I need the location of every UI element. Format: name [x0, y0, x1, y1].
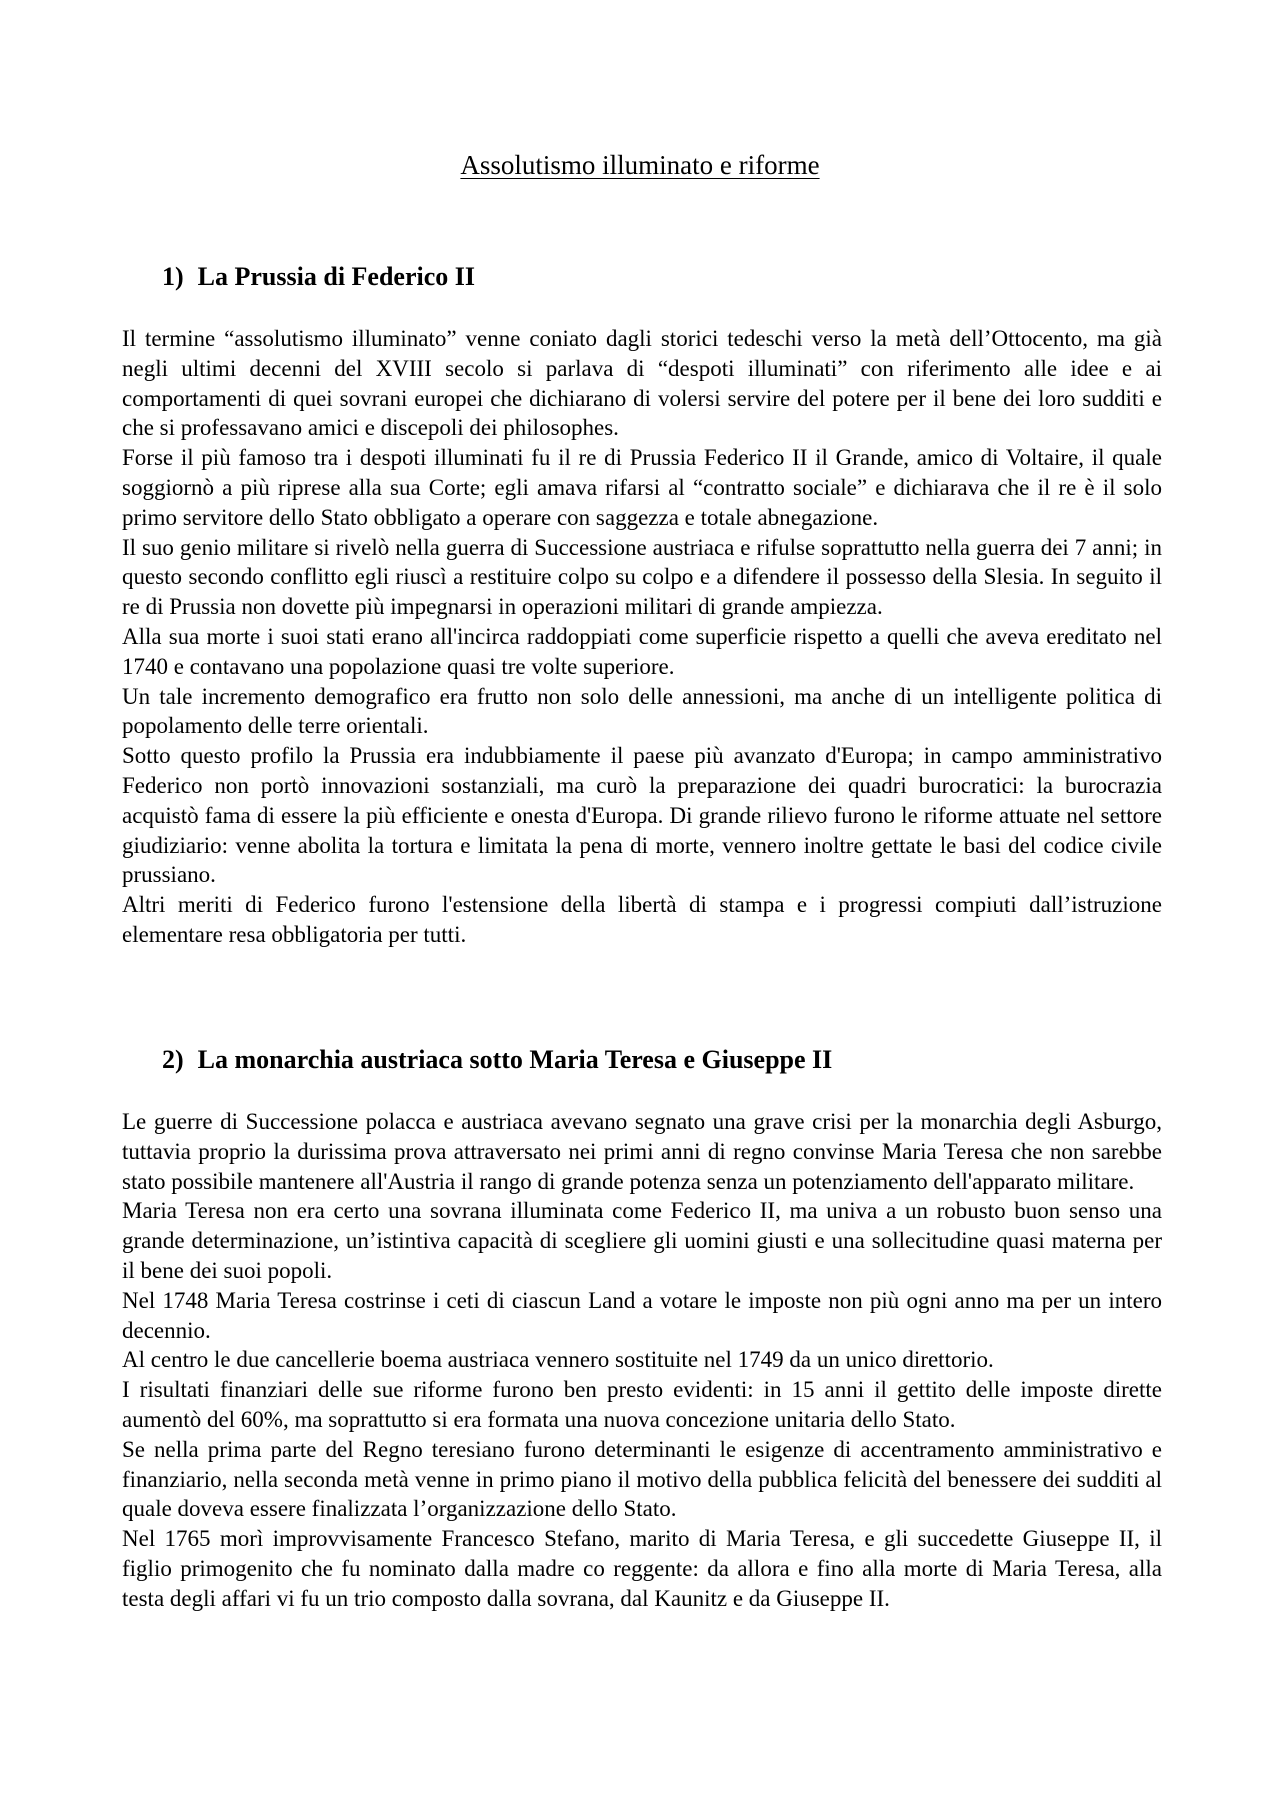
section-title: La monarchia austriaca sotto Maria Teresa e Giuseppe II [197, 1045, 833, 1074]
paragraph: Nel 1765 morì improvvisamente Francesco Stefano, marito di Maria Teresa, e gli succedette Giuseppe II, il figlio primogenito che fu nominato dalla madre co reggente: da allora e fino alla morte di Maria Teresa, alla testa degli affari vi fu un trio composto dalla sovrana, dal Kaunitz e da Giuseppe II. [122, 1526, 1162, 1611]
paragraph: Forse il più famoso tra i despoti illuminati fu il re di Prussia Federico II il Grande, amico di Voltaire, il quale soggiornò a più riprese alla sua Corte; egli amava rifarsi al “contratto sociale” e dichiarava che il re è il solo primo servitore dello Stato obbligato a operare con saggezza e totale abnegazione. [122, 445, 1162, 530]
section-title: La Prussia di Federico II [197, 262, 476, 291]
paragraph: Il termine “assolutismo illuminato” venne coniato dagli storici tedeschi verso la metà dell’Ottocento, ma già negli ultimi decenni del XVIII secolo si parlava di “despoti illuminati” con riferimento alle idee e ai comportamenti di quei sovrani europei che dichiarano di volersi servire del potere per il bene dei loro sudditi e che si professavano amici e discepoli dei philosophes. [122, 326, 1162, 441]
paragraph: Se nella prima parte del Regno teresiano furono determinanti le esigenze di accentramento amministrativo e finanziario, nella seconda metà venne in primo piano il motivo della pubblica felicità del benessere dei sudditi al quale doveva essere finalizzata l’organizzazione dello Stato. [122, 1436, 1162, 1522]
paragraph: I risultati finanziari delle sue riforme furono ben presto evidenti: in 15 anni il gettito delle imposte dirette aumentò del 60%, ma soprattutto si era formata una nuova concezione unitaria dello Stato. [122, 1377, 1162, 1432]
paragraph: Nel 1748 Maria Teresa costrinse i ceti di ciascun Land a votare le imposte non più ogni anno ma per un intero decennio. [122, 1287, 1162, 1343]
paragraph: Le guerre di Successione polacca e austriaca avevano segnato una grave crisi per la monarchia degli Asburgo, tuttavia proprio la durissima prova attraversato nei primi anni di regno convinse Maria Teresa che non sarebbe stato possibile mantenere all'Austria il rango di grande potenza senza un potenziamento dell'apparato militare. [122, 1109, 1162, 1194]
section-body [122, 1107, 1162, 1614]
section-prussia [122, 262, 1162, 950]
section-heading [162, 1045, 1162, 1075]
document-title: Assolutismo illuminato e riforme [460, 150, 820, 180]
paragraph: Al centro le due cancellerie boema austriaca vennero sostituite nel 1749 da un unico direttorio. [122, 1347, 994, 1373]
paragraph: Maria Teresa non era certo una sovrana illuminata come Federico II, ma univa a un robusto buon senso una grande determinazione, un’istintiva capacità di scegliere gli uomini giusti e una sollecitudine quasi materna per il bene dei suoi popoli. [122, 1198, 1162, 1283]
section-heading [162, 262, 1162, 292]
section-number: 2) [162, 1045, 184, 1074]
paragraph: Altri meriti di Federico furono l'estensione della libertà di stampa e i progressi compiuti dall’istruzione elementare resa obbligatoria per tutti. [122, 892, 1162, 947]
paragraph: Alla sua morte i suoi stati erano all'incirca raddoppiati come superficie rispetto a quelli che aveva ereditato nel 1740 e contavano una popolazione quasi tre volte superiore. [122, 623, 1162, 679]
paragraph: Sotto questo profilo la Prussia era indubbiamente il paese più avanzato d'Europa; in campo amministrativo Federico non portò innovazioni sostanziali, ma curò la preparazione dei quadri burocratici: la burocrazia acquistò fama di essere la più efficiente e onesta d'Europa. Di grande rilievo furono le riforme attuate nel settore giudiziario: venne abolita la tortura e limitata la pena di morte, vennero inoltre gettate le basi del codice civile prussiano. [122, 743, 1162, 888]
paragraph: Il suo genio militare si rivelò nella guerra di Successione austriaca e rifulse soprattutto nella guerra dei 7 anni; in questo secondo conflitto egli riuscì a restituire colpo su colpo e a difendere il possesso della Slesia. In seguito il re di Prussia non dovette più impegnarsi in operazioni militari di grande ampiezza. [122, 534, 1162, 620]
paragraph: Un tale incremento demografico era frutto non solo delle annessioni, ma anche di un intelligente politica di popolamento delle terre orientali. [122, 683, 1162, 739]
section-austria [122, 1045, 1162, 1614]
section-number: 1) [162, 262, 184, 291]
section-body [122, 324, 1162, 950]
